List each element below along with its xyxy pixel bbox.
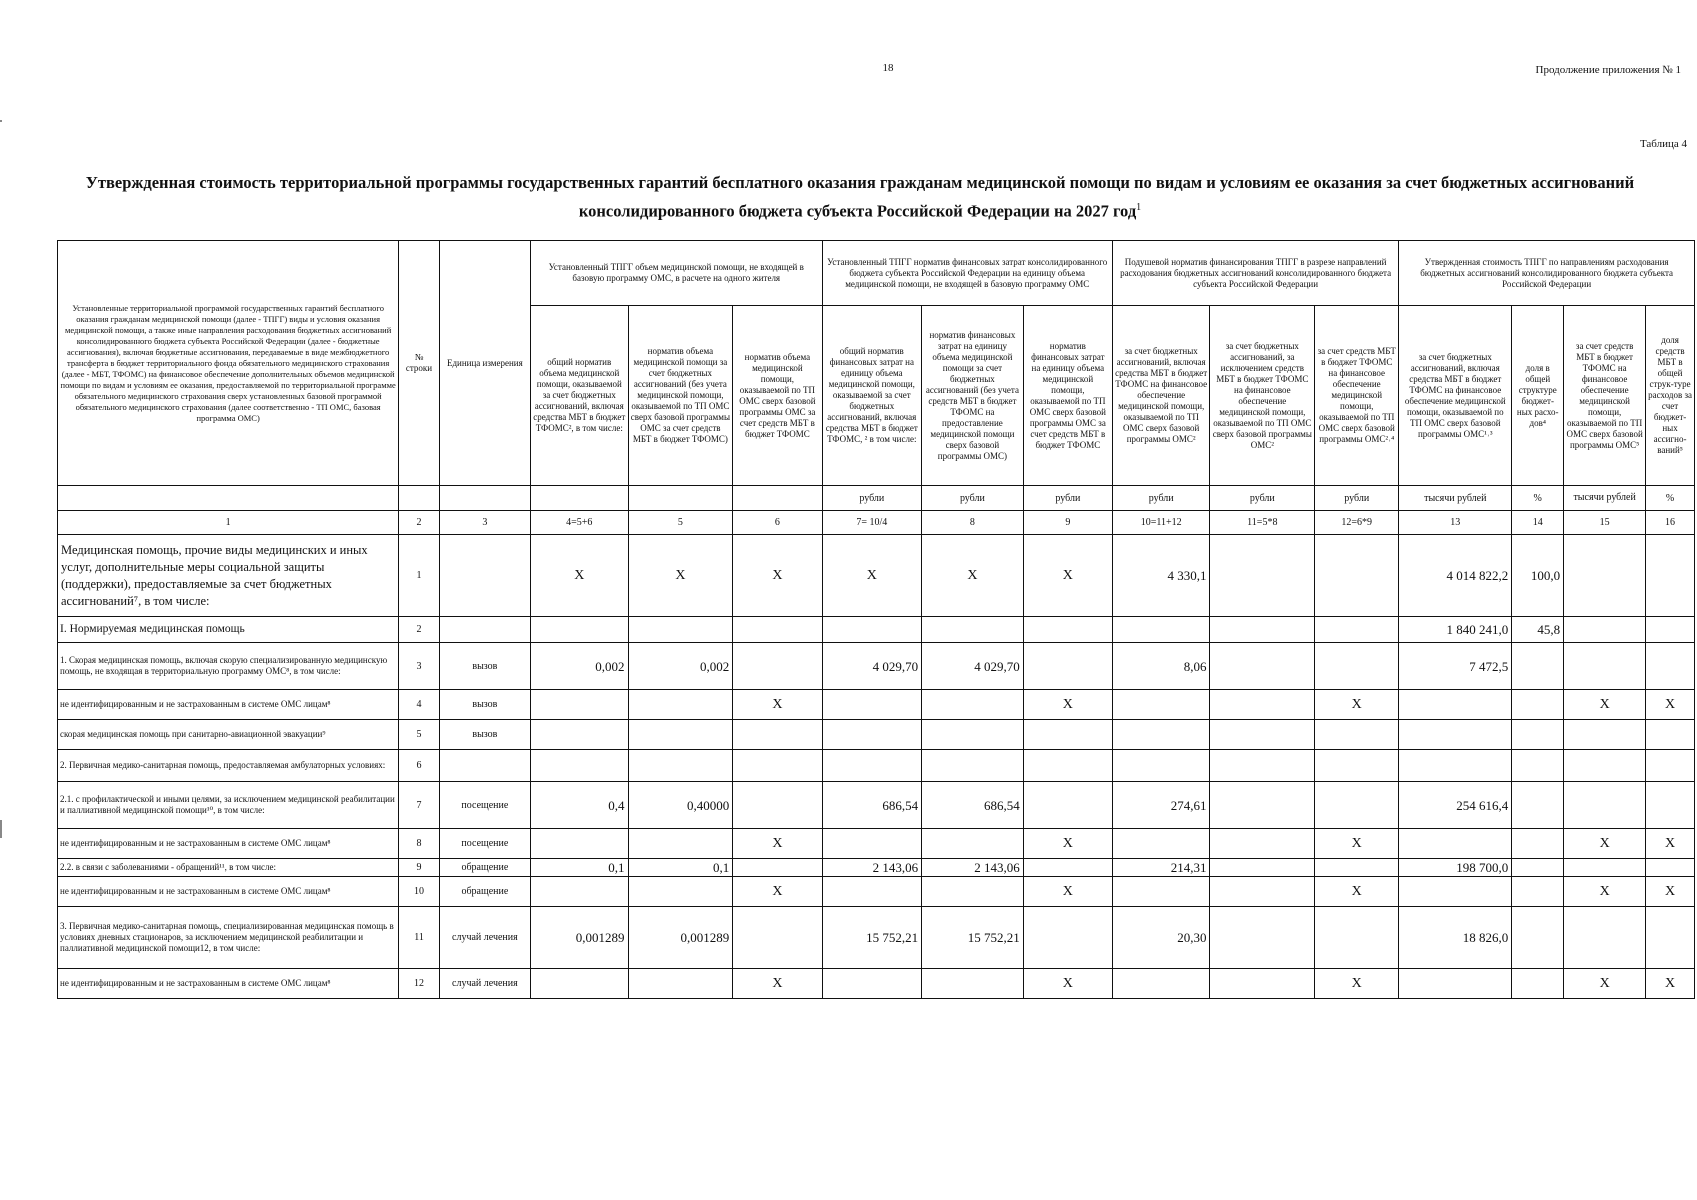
column-number: 10=11+12: [1112, 511, 1210, 535]
header-col-16: доля средств МБТ в общей струк-туре расходов за счет бюджет-ных ассигно-ваний⁵: [1646, 306, 1695, 486]
row-label: не идентифицированным и не застрахованным в системе ОМС лицам⁸: [58, 690, 399, 720]
value-cell-c7: [822, 690, 922, 720]
value-cell-c16: [1646, 643, 1695, 690]
value-cell-c9: [1023, 643, 1112, 690]
value-cell-c15: X: [1564, 690, 1646, 720]
row-unit: [439, 617, 530, 643]
value-cell-c11: [1210, 829, 1315, 859]
value-cell-c7: [822, 877, 922, 907]
table-row: [58, 907, 1695, 969]
value-cell-c5: [628, 750, 733, 782]
value-cell-c11: [1210, 859, 1315, 877]
value-cell-c8: 4 029,70: [922, 643, 1024, 690]
value-cell-c4: 0,001289: [531, 907, 629, 969]
value-cell-c13: 18 826,0: [1399, 907, 1512, 969]
value-cell-c8: [922, 877, 1024, 907]
value-cell-c16: X: [1646, 877, 1695, 907]
value-cell-c7: [822, 969, 922, 999]
header-col-14: доля в общей структуре бюджет-ных расхо-дов⁴: [1512, 306, 1564, 486]
value-cell-c8: [922, 969, 1024, 999]
value-cell-c16: X: [1646, 829, 1695, 859]
header-col-1: Установленные территориальной программой государственных гарантий бесплатного оказания гражданам медицинской помощи (далее - ТПГГ) виды и условия оказания медицинской помощи, а также иные направления расходования бюджетных ассигнований консолидированного бюджета субъекта Российской Федерации (далее - бюджетные ассигнования), включая бюджетные ассигнования, передаваемые в виде межбюджетного трансферта в бюджет территориального фонда обязательного медицинского страхования (далее - МБТ, ТФОМС) на финансовое обеспечение дополнительных объемов медицинской помощи по видам и условиям ее оказания, предоставляемой по территориальной программе обязательного медицинского страхования сверх установленных базовой программой обязательного медицинского страхования (далее соответственно - ТП ОМС, базовая программа ОМС): [58, 241, 399, 486]
value-cell-c13: [1399, 969, 1512, 999]
value-cell-c13: [1399, 877, 1512, 907]
table-row: [58, 643, 1695, 690]
value-cell-c6: [733, 720, 822, 750]
table-row: [58, 720, 1695, 750]
value-cell-c7: 15 752,21: [822, 907, 922, 969]
value-cell-c4: [531, 690, 629, 720]
value-cell-c7: [822, 750, 922, 782]
value-cell-c5: 0,40000: [628, 782, 733, 829]
row-unit: обращение: [439, 859, 530, 877]
header-group-volume: Установленный ТПГГ объем медицинской помощи, не входящей в базовую программу ОМС, в расчете на одного жителя: [531, 241, 822, 306]
value-cell-c4: [531, 969, 629, 999]
value-cell-c10: 214,31: [1112, 859, 1210, 877]
value-cell-c12: [1315, 720, 1399, 750]
value-cell-c14: [1512, 750, 1564, 782]
row-label: скорая медицинская помощь при санитарно-авиационной эвакуации⁹: [58, 720, 399, 750]
value-cell-c5: 0,002: [628, 643, 733, 690]
value-cell-c11: [1210, 643, 1315, 690]
row-label: 2.1. с профилактической и иными целями, за исключением медицинской реабилитации и паллиативной медицинской помощи¹⁰, в том числе:: [58, 782, 399, 829]
table-row: [58, 750, 1695, 782]
value-cell-c15: [1564, 859, 1646, 877]
value-cell-c13: [1399, 829, 1512, 859]
row-number: 4: [399, 690, 439, 720]
value-cell-c10: [1112, 877, 1210, 907]
value-cell-c7: X: [822, 535, 922, 617]
header-col-15: за счет средств МБТ в бюджет ТФОМС на финансовое обеспечение медицинской помощи, оказываемой по ТП ОМС сверх базовой программы ОМС⁵: [1564, 306, 1646, 486]
value-cell-c4: 0,1: [531, 859, 629, 877]
header-col-8: норматив финансовых затрат на единицу объема медицинской помощи за счет бюджетных ассигнований (без учета средств МБТ в бюджет ТФОМС на предоставление медицинской помощи сверх базовой программы ОМС): [922, 306, 1024, 486]
value-cell-c9: [1023, 907, 1112, 969]
units-cell: рубли: [822, 486, 922, 511]
table-row: [58, 690, 1695, 720]
value-cell-c10: 20,30: [1112, 907, 1210, 969]
value-cell-c9: X: [1023, 690, 1112, 720]
units-row: [58, 486, 1695, 511]
value-cell-c4: [531, 750, 629, 782]
scan-mark: [0, 820, 2, 838]
value-cell-c13: [1399, 720, 1512, 750]
value-cell-c6: X: [733, 690, 822, 720]
value-cell-c12: X: [1315, 829, 1399, 859]
units-cell: [439, 486, 530, 511]
units-cell: [399, 486, 439, 511]
value-cell-c6: [733, 859, 822, 877]
table-row: [58, 877, 1695, 907]
row-unit: [439, 750, 530, 782]
continuation-label: Продолжение приложения № 1: [1535, 64, 1681, 76]
value-cell-c16: [1646, 907, 1695, 969]
value-cell-c14: [1512, 829, 1564, 859]
value-cell-c4: [531, 829, 629, 859]
value-cell-c8: 2 143,06: [922, 859, 1024, 877]
value-cell-c13: [1399, 690, 1512, 720]
value-cell-c6: X: [733, 535, 822, 617]
value-cell-c6: [733, 617, 822, 643]
row-number: 5: [399, 720, 439, 750]
header-group-per-capita: Подушевой норматив финансирования ТПГГ в разрезе направлений расходования бюджетных ассигнований консолидированного бюджета субъекта Российской Федерации: [1112, 241, 1398, 306]
value-cell-c10: [1112, 969, 1210, 999]
units-cell: рубли: [1210, 486, 1315, 511]
value-cell-c9: X: [1023, 969, 1112, 999]
value-cell-c7: 4 029,70: [822, 643, 922, 690]
table-row: [58, 829, 1695, 859]
value-cell-c14: [1512, 720, 1564, 750]
header-col-3: Единица измерения: [439, 241, 530, 486]
value-cell-c8: [922, 720, 1024, 750]
row-number: 1: [399, 535, 439, 617]
column-number: 16: [1646, 511, 1695, 535]
value-cell-c6: X: [733, 877, 822, 907]
value-cell-c16: [1646, 859, 1695, 877]
value-cell-c6: [733, 750, 822, 782]
value-cell-c15: X: [1564, 969, 1646, 999]
value-cell-c12: [1315, 617, 1399, 643]
value-cell-c10: 4 330,1: [1112, 535, 1210, 617]
value-cell-c5: [628, 969, 733, 999]
value-cell-c5: [628, 690, 733, 720]
value-cell-c9: [1023, 750, 1112, 782]
cost-table: [57, 240, 1695, 999]
value-cell-c7: 686,54: [822, 782, 922, 829]
units-cell: %: [1646, 486, 1695, 511]
row-number: 11: [399, 907, 439, 969]
scan-mark: [0, 120, 2, 122]
value-cell-c5: [628, 617, 733, 643]
value-cell-c14: [1512, 969, 1564, 999]
row-label: не идентифицированным и не застрахованным в системе ОМС лицам⁸: [58, 877, 399, 907]
column-number: 3: [439, 511, 530, 535]
value-cell-c13: 254 616,4: [1399, 782, 1512, 829]
value-cell-c15: [1564, 535, 1646, 617]
column-number: 13: [1399, 511, 1512, 535]
header-col-10: за счет бюджетных ассигнований, включая средства МБТ в бюджет ТФОМС на финансовое обеспечение медицинской помощи, оказываемой по ТП ОМС сверх базовой программы ОМС²: [1112, 306, 1210, 486]
value-cell-c14: [1512, 782, 1564, 829]
value-cell-c11: [1210, 782, 1315, 829]
row-label: 2.2. в связи с заболеваниями - обращений¹¹, в том числе:: [58, 859, 399, 877]
value-cell-c15: X: [1564, 829, 1646, 859]
value-cell-c16: [1646, 720, 1695, 750]
header-col-2: № строки: [399, 241, 439, 486]
value-cell-c15: [1564, 617, 1646, 643]
row-unit: вызов: [439, 720, 530, 750]
header-col-9: норматив финансовых затрат на единицу объема медицинской помощи, оказываемой по ТП ОМС сверх базовой программы ОМС за счет средств МБТ в бюджет ТФОМС: [1023, 306, 1112, 486]
row-label: не идентифицированным и не застрахованным в системе ОМС лицам⁸: [58, 829, 399, 859]
column-number: 5: [628, 511, 733, 535]
header-row-groups: [58, 241, 1695, 306]
row-unit: случай лечения: [439, 907, 530, 969]
value-cell-c16: [1646, 782, 1695, 829]
column-number: 15: [1564, 511, 1646, 535]
value-cell-c9: [1023, 617, 1112, 643]
column-number: 2: [399, 511, 439, 535]
column-number: 8: [922, 511, 1024, 535]
units-cell: тысячи рублей: [1399, 486, 1512, 511]
value-cell-c13: 198 700,0: [1399, 859, 1512, 877]
header-group-cost-norm: Установленный ТПГГ норматив финансовых затрат консолидированного бюджета субъекта Российской Федерации на единицу объема медицинской помощи, не входящей в базовую программу ОМС: [822, 241, 1112, 306]
value-cell-c15: [1564, 907, 1646, 969]
value-cell-c8: [922, 750, 1024, 782]
value-cell-c13: 4 014 822,2: [1399, 535, 1512, 617]
title-line-1: Утвержденная стоимость территориальной программы государственных гарантий бесплатного оказания гражданам медицинской помощи по видам и условиям ее оказания за счет бюджетных ассигнований: [85, 173, 1635, 192]
value-cell-c9: [1023, 782, 1112, 829]
units-cell: %: [1512, 486, 1564, 511]
value-cell-c14: [1512, 643, 1564, 690]
value-cell-c10: [1112, 720, 1210, 750]
units-cell: рубли: [1023, 486, 1112, 511]
value-cell-c8: 686,54: [922, 782, 1024, 829]
row-number: 9: [399, 859, 439, 877]
value-cell-c8: [922, 617, 1024, 643]
value-cell-c12: [1315, 782, 1399, 829]
value-cell-c8: [922, 829, 1024, 859]
header-col-5: норматив объема медицинской помощи за счет бюджетных ассигнований (без учета медицинской помощи, оказываемой по ТП ОМС сверх базовой программы ОМС за счет средств МБТ в бюджет ТФОМС): [628, 306, 733, 486]
value-cell-c12: X: [1315, 690, 1399, 720]
value-cell-c4: [531, 877, 629, 907]
value-cell-c9: [1023, 859, 1112, 877]
row-unit: обращение: [439, 877, 530, 907]
value-cell-c5: [628, 877, 733, 907]
value-cell-c7: 2 143,06: [822, 859, 922, 877]
row-label: 3. Первичная медико-санитарная помощь, специализированная медицинская помощь в условиях дневных стационаров, за исключением медицинской реабилитации и паллиативной медицинской помощи12, в том числе:: [58, 907, 399, 969]
value-cell-c15: [1564, 750, 1646, 782]
value-cell-c12: [1315, 859, 1399, 877]
column-number: 1: [58, 511, 399, 535]
value-cell-c11: [1210, 969, 1315, 999]
value-cell-c7: [822, 829, 922, 859]
value-cell-c10: 274,61: [1112, 782, 1210, 829]
table-row: [58, 969, 1695, 999]
row-label: не идентифицированным и не застрахованным в системе ОМС лицам⁸: [58, 969, 399, 999]
row-number: 6: [399, 750, 439, 782]
row-number: 10: [399, 877, 439, 907]
value-cell-c4: [531, 617, 629, 643]
table-number: Таблица 4: [1639, 138, 1687, 150]
column-number: 12=6*9: [1315, 511, 1399, 535]
column-number: 9: [1023, 511, 1112, 535]
value-cell-c15: [1564, 720, 1646, 750]
value-cell-c5: 0,001289: [628, 907, 733, 969]
value-cell-c12: [1315, 750, 1399, 782]
value-cell-c7: [822, 720, 922, 750]
value-cell-c11: [1210, 720, 1315, 750]
units-cell: тысячи рублей: [1564, 486, 1646, 511]
column-number: 6: [733, 511, 822, 535]
row-number: 7: [399, 782, 439, 829]
value-cell-c14: [1512, 907, 1564, 969]
units-cell: рубли: [1112, 486, 1210, 511]
value-cell-c15: [1564, 643, 1646, 690]
value-cell-c16: [1646, 617, 1695, 643]
title-footnote: 1: [1136, 202, 1142, 213]
row-unit: посещение: [439, 829, 530, 859]
value-cell-c9: X: [1023, 829, 1112, 859]
value-cell-c6: [733, 643, 822, 690]
value-cell-c6: X: [733, 969, 822, 999]
header-col-12: за счет средств МБТ в бюджет ТФОМС на финансовое обеспечение медицинской помощи, оказываемой по ТП ОМС сверх базовой программы ОМС²˒⁴: [1315, 306, 1399, 486]
table-row: [58, 617, 1695, 643]
value-cell-c11: [1210, 907, 1315, 969]
value-cell-c14: [1512, 690, 1564, 720]
header-group-approved-cost: Утвержденная стоимость ТПГГ по направлениям расходования бюджетных ассигнований консолидированного бюджета субъекта Российской Федерации: [1399, 241, 1695, 306]
row-label: 1. Скорая медицинская помощь, включая скорую специализированную медицинскую помощь, не входящая в территориальную программу ОМС⁸, в том числе:: [58, 643, 399, 690]
row-number: 8: [399, 829, 439, 859]
value-cell-c16: X: [1646, 690, 1695, 720]
value-cell-c16: [1646, 750, 1695, 782]
header-col-13: за счет бюджетных ассигнований, включая средства МБТ в бюджет ТФОМС на финансовое обеспечение медицинской помощи, оказываемой по ТП ОМС сверх базовой программы ОМС¹˒³: [1399, 306, 1512, 486]
value-cell-c8: X: [922, 535, 1024, 617]
units-cell: рубли: [1315, 486, 1399, 511]
value-cell-c13: 1 840 241,0: [1399, 617, 1512, 643]
units-cell: [531, 486, 629, 511]
column-number: 4=5+6: [531, 511, 629, 535]
units-cell: [733, 486, 822, 511]
value-cell-c15: X: [1564, 877, 1646, 907]
units-cell: [58, 486, 399, 511]
row-unit: случай лечения: [439, 969, 530, 999]
value-cell-c10: [1112, 750, 1210, 782]
row-label: I. Нормируемая медицинская помощь: [58, 617, 399, 643]
value-cell-c9: [1023, 720, 1112, 750]
value-cell-c15: [1564, 782, 1646, 829]
value-cell-c12: X: [1315, 969, 1399, 999]
value-cell-c7: [822, 617, 922, 643]
column-numbers-row: [58, 511, 1695, 535]
value-cell-c11: [1210, 690, 1315, 720]
page-title: [60, 170, 1660, 224]
value-cell-c6: [733, 782, 822, 829]
value-cell-c12: X: [1315, 877, 1399, 907]
value-cell-c10: [1112, 690, 1210, 720]
value-cell-c14: [1512, 859, 1564, 877]
header-col-7: общий норматив финансовых затрат на единицу объема медицинской помощи, оказываемой за счет бюджетных ассигнований, включая средства МБТ в бюджет ТФОМС, ² в том числе:: [822, 306, 922, 486]
units-cell: рубли: [922, 486, 1024, 511]
table-row: [58, 859, 1695, 877]
value-cell-c14: 100,0: [1512, 535, 1564, 617]
units-cell: [628, 486, 733, 511]
value-cell-c4: 0,002: [531, 643, 629, 690]
row-unit: посещение: [439, 782, 530, 829]
value-cell-c5: 0,1: [628, 859, 733, 877]
value-cell-c9: X: [1023, 877, 1112, 907]
row-number: 2: [399, 617, 439, 643]
value-cell-c4: [531, 720, 629, 750]
value-cell-c16: [1646, 535, 1695, 617]
column-number: 11=5*8: [1210, 511, 1315, 535]
value-cell-c12: [1315, 907, 1399, 969]
value-cell-c10: [1112, 829, 1210, 859]
value-cell-c14: [1512, 877, 1564, 907]
row-number: 12: [399, 969, 439, 999]
value-cell-c10: 8,06: [1112, 643, 1210, 690]
row-unit: [439, 535, 530, 617]
header-col-4: общий норматив объема медицинской помощи, оказываемой за счет бюджетных ассигнований, включая средства МБТ в бюджет ТФОМС², в том числе:: [531, 306, 629, 486]
value-cell-c9: X: [1023, 535, 1112, 617]
value-cell-c10: [1112, 617, 1210, 643]
row-number: 3: [399, 643, 439, 690]
value-cell-c16: X: [1646, 969, 1695, 999]
value-cell-c14: 45,8: [1512, 617, 1564, 643]
page-number: 18: [882, 62, 894, 74]
value-cell-c11: [1210, 750, 1315, 782]
column-number: 14: [1512, 511, 1564, 535]
value-cell-c5: X: [628, 535, 733, 617]
row-label: 2. Первичная медико-санитарная помощь, предоставляемая амбулаторных условиях:: [58, 750, 399, 782]
value-cell-c4: 0,4: [531, 782, 629, 829]
table-row: [58, 782, 1695, 829]
value-cell-c6: X: [733, 829, 822, 859]
value-cell-c6: [733, 907, 822, 969]
row-unit: вызов: [439, 690, 530, 720]
value-cell-c12: [1315, 535, 1399, 617]
title-line-2: [60, 195, 1660, 224]
value-cell-c5: [628, 720, 733, 750]
row-label: Медицинская помощь, прочие виды медицинских и иных услуг, дополнительные меры социальной защиты (поддержки), предоставляемые за счет бюджетных ассигнований⁷, в том числе:: [58, 535, 399, 617]
value-cell-c13: 7 472,5: [1399, 643, 1512, 690]
value-cell-c12: [1315, 643, 1399, 690]
value-cell-c11: [1210, 535, 1315, 617]
value-cell-c8: 15 752,21: [922, 907, 1024, 969]
header-col-11: за счет бюджетных ассигнований, за исключением средств МБТ в бюджет ТФОМС на финансовое обеспечение медицинской помощи, оказываемой по ТП ОМС сверх базовой программы ОМС²: [1210, 306, 1315, 486]
value-cell-c11: [1210, 617, 1315, 643]
table-row: [58, 535, 1695, 617]
value-cell-c4: X: [531, 535, 629, 617]
title-line-2-text: консолидированного бюджета субъекта Российской Федерации на 2027 год: [578, 201, 1137, 221]
value-cell-c11: [1210, 877, 1315, 907]
header-col-6: норматив объема медицинской помощи, оказываемой по ТП ОМС сверх базовой программы ОМС за счет средств МБТ в бюджет ТФОМС: [733, 306, 822, 486]
value-cell-c8: [922, 690, 1024, 720]
value-cell-c13: [1399, 750, 1512, 782]
row-unit: вызов: [439, 643, 530, 690]
column-number: 7= 10/4: [822, 511, 922, 535]
value-cell-c5: [628, 829, 733, 859]
